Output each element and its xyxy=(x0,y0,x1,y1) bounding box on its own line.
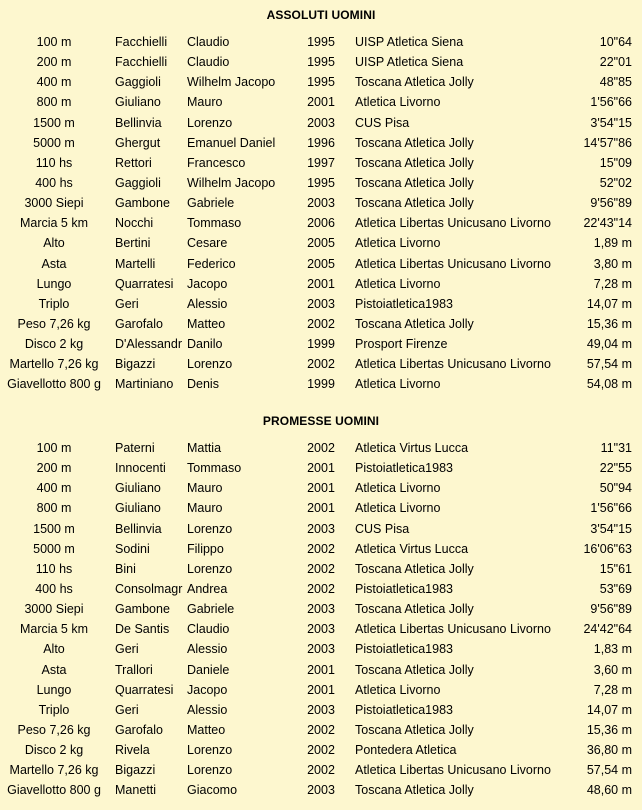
year-cell: 2001 xyxy=(307,461,335,476)
surname-cell: Martiniano xyxy=(115,377,174,392)
event-cell: Lungo xyxy=(36,682,72,697)
club-cell: Pistoiatletica1983 xyxy=(355,296,453,311)
firstname-cell: Alessio xyxy=(187,702,228,717)
surname-cell: Giuliano xyxy=(115,95,161,110)
event-cell: 110 hs xyxy=(35,155,73,170)
performance-cell: 1'56"66 xyxy=(590,501,632,516)
year-cell: 1999 xyxy=(307,377,335,392)
club-cell: UISP Atletica Siena xyxy=(355,35,464,49)
club-cell: Atletica Livorno xyxy=(355,481,441,496)
record-row xyxy=(0,173,642,193)
surname-cell: Gaggioli xyxy=(115,175,161,190)
performance-cell: 52"02 xyxy=(599,175,632,190)
record-row xyxy=(0,498,642,518)
surname-cell: D'Alessandr xyxy=(115,337,182,352)
club-cell: Atletica Libertas Unicusano Livorno xyxy=(355,763,551,778)
firstname-cell: Claudio xyxy=(187,622,230,637)
surname-cell: Garofalo xyxy=(115,316,163,331)
club-cell: Toscana Atletica Jolly xyxy=(355,135,474,150)
event-cell: Marcia 5 km xyxy=(19,216,89,231)
year-cell: 1995 xyxy=(307,75,335,90)
record-row xyxy=(0,314,642,334)
club-cell: Toscana Atletica Jolly xyxy=(355,196,474,211)
event-cell: 5000 m xyxy=(33,135,75,150)
record-row xyxy=(0,740,642,760)
performance-cell: 57,54 m xyxy=(586,357,632,372)
club-cell: Pistoiatletica1983 xyxy=(355,642,453,657)
year-cell: 1999 xyxy=(307,337,335,352)
performance-cell: 9'56"89 xyxy=(590,196,632,211)
surname-cell: Consolmagr xyxy=(115,581,183,596)
firstname-cell: Lorenzo xyxy=(187,521,233,536)
firstname-cell: Lorenzo xyxy=(187,115,233,130)
event-cell: Martello 7,26 kg xyxy=(9,357,99,372)
performance-cell: 49,04 m xyxy=(586,337,632,352)
event-cell: Giavellotto 800 g xyxy=(7,377,101,392)
record-row xyxy=(0,458,642,478)
record-row xyxy=(0,72,642,92)
event-cell: Disco 2 kg xyxy=(24,743,84,758)
event-cell: 200 m xyxy=(36,461,72,476)
performance-cell: 3,60 m xyxy=(593,662,632,677)
club-cell: Atletica Livorno xyxy=(355,95,441,110)
firstname-cell: Wilhelm Jacopo xyxy=(187,75,276,90)
event-cell: Giavellotto 800 g xyxy=(7,783,101,798)
event-cell: Peso 7,26 kg xyxy=(17,316,91,331)
event-cell: 400 hs xyxy=(35,175,73,190)
surname-cell: Bellinvia xyxy=(115,115,162,130)
surname-cell: Innocenti xyxy=(115,461,166,476)
surname-cell: Giuliano xyxy=(115,501,161,516)
record-row xyxy=(0,438,642,458)
event-cell: 200 m xyxy=(36,55,72,70)
firstname-cell: Emanuel Daniel xyxy=(187,135,276,150)
firstname-cell: Lorenzo xyxy=(187,561,233,576)
club-cell: Pontedera Atletica xyxy=(355,743,457,758)
year-cell: 2002 xyxy=(307,722,335,737)
event-cell: Lungo xyxy=(36,276,72,291)
year-cell: 2001 xyxy=(307,95,335,110)
record-row xyxy=(0,599,642,619)
firstname-cell: Wilhelm Jacopo xyxy=(187,175,276,190)
performance-cell: 1'56"66 xyxy=(590,95,632,110)
section-title-assoluti: ASSOLUTI UOMINI xyxy=(266,8,376,22)
firstname-cell: Jacopo xyxy=(187,682,228,697)
surname-cell: Geri xyxy=(115,642,139,657)
record-row xyxy=(0,680,642,700)
record-row xyxy=(0,294,642,314)
club-cell: Toscana Atletica Jolly xyxy=(355,662,474,677)
club-cell: Toscana Atletica Jolly xyxy=(355,155,474,170)
club-cell: Atletica Libertas Unicusano Livorno xyxy=(355,622,551,637)
surname-cell: Martelli xyxy=(115,256,156,271)
event-cell: Asta xyxy=(41,256,67,271)
year-cell: 2001 xyxy=(307,481,335,496)
records-table-assoluti xyxy=(0,32,642,395)
club-cell: Toscana Atletica Jolly xyxy=(355,561,474,576)
performance-cell: 22'43"14 xyxy=(583,216,632,231)
club-cell: Atletica Livorno xyxy=(355,501,441,516)
club-cell: Pistoiatletica1983 xyxy=(355,702,453,717)
firstname-cell: Mauro xyxy=(187,95,223,110)
performance-cell: 36,80 m xyxy=(586,743,632,758)
performance-cell: 10"64 xyxy=(599,35,632,49)
year-cell: 2003 xyxy=(307,602,335,617)
club-cell: UISP Atletica Siena xyxy=(355,55,464,70)
event-cell: 5000 m xyxy=(33,541,75,556)
firstname-cell: Francesco xyxy=(187,155,246,170)
year-cell: 2002 xyxy=(307,581,335,596)
year-cell: 2001 xyxy=(307,276,335,291)
event-cell: 1500 m xyxy=(33,521,75,536)
event-cell: 110 hs xyxy=(35,561,73,576)
year-cell: 2001 xyxy=(307,662,335,677)
club-cell: Toscana Atletica Jolly xyxy=(355,316,474,331)
surname-cell: Rettori xyxy=(115,155,152,170)
event-cell: Alto xyxy=(43,642,65,657)
performance-cell: 1,89 m xyxy=(593,236,632,251)
club-cell: Toscana Atletica Jolly xyxy=(355,602,474,617)
record-row xyxy=(0,254,642,274)
year-cell: 2002 xyxy=(307,441,335,455)
surname-cell: Bini xyxy=(115,561,136,576)
record-row xyxy=(0,579,642,599)
event-cell: 800 m xyxy=(36,95,72,110)
record-row xyxy=(0,374,642,394)
surname-cell: Facchielli xyxy=(115,55,168,70)
club-cell: Atletica Livorno xyxy=(355,682,441,697)
firstname-cell: Gabriele xyxy=(187,196,235,211)
record-row xyxy=(0,133,642,153)
record-row xyxy=(0,700,642,720)
firstname-cell: Mauro xyxy=(187,481,223,496)
firstname-cell: Alessio xyxy=(187,642,228,657)
club-cell: Toscana Atletica Jolly xyxy=(355,783,474,798)
performance-cell: 3,80 m xyxy=(593,256,632,271)
club-cell: Toscana Atletica Jolly xyxy=(355,722,474,737)
surname-cell: Facchielli xyxy=(115,35,168,49)
club-cell: Atletica Virtus Lucca xyxy=(355,541,469,556)
surname-cell: Paterni xyxy=(115,441,155,455)
record-row xyxy=(0,760,642,780)
club-cell: Toscana Atletica Jolly xyxy=(355,75,474,90)
firstname-cell: Federico xyxy=(187,256,236,271)
club-cell: Atletica Libertas Unicusano Livorno xyxy=(355,216,551,231)
surname-cell: Giuliano xyxy=(115,481,161,496)
event-cell: Marcia 5 km xyxy=(19,622,89,637)
record-row xyxy=(0,354,642,374)
surname-cell: Gambone xyxy=(115,602,170,617)
surname-cell: Gambone xyxy=(115,196,170,211)
records-table-promesse xyxy=(0,438,642,801)
firstname-cell: Cesare xyxy=(187,236,228,251)
firstname-cell: Mauro xyxy=(187,501,223,516)
year-cell: 2002 xyxy=(307,316,335,331)
performance-cell: 50"94 xyxy=(599,481,632,496)
firstname-cell: Mattia xyxy=(187,441,222,455)
surname-cell: Geri xyxy=(115,702,139,717)
firstname-cell: Claudio xyxy=(187,35,230,49)
record-row xyxy=(0,92,642,112)
club-cell: Atletica Virtus Lucca xyxy=(355,441,469,455)
year-cell: 2001 xyxy=(307,501,335,516)
firstname-cell: Gabriele xyxy=(187,602,235,617)
event-cell: 400 m xyxy=(36,481,72,496)
year-cell: 2002 xyxy=(307,743,335,758)
surname-cell: Quarratesi xyxy=(115,276,174,291)
firstname-cell: Filippo xyxy=(187,541,224,556)
performance-cell: 15"09 xyxy=(599,155,632,170)
record-row xyxy=(0,780,642,800)
surname-cell: Sodini xyxy=(115,541,150,556)
club-cell: CUS Pisa xyxy=(355,115,410,130)
record-row xyxy=(0,153,642,173)
performance-cell: 15,36 m xyxy=(586,316,632,331)
year-cell: 2002 xyxy=(307,763,335,778)
firstname-cell: Matteo xyxy=(187,722,226,737)
year-cell: 2002 xyxy=(307,541,335,556)
performance-cell: 54,08 m xyxy=(586,377,632,392)
firstname-cell: Lorenzo xyxy=(187,743,233,758)
year-cell: 2003 xyxy=(307,521,335,536)
event-cell: Disco 2 kg xyxy=(24,337,84,352)
record-row xyxy=(0,193,642,213)
club-cell: Atletica Livorno xyxy=(355,377,441,392)
record-row xyxy=(0,334,642,354)
club-cell: Atletica Livorno xyxy=(355,236,441,251)
performance-cell: 14'57"86 xyxy=(583,135,632,150)
record-row xyxy=(0,660,642,680)
club-cell: Prosport Firenze xyxy=(355,337,448,352)
performance-cell: 7,28 m xyxy=(593,682,632,697)
year-cell: 2003 xyxy=(307,296,335,311)
record-row xyxy=(0,213,642,233)
section-title-promesse: PROMESSE UOMINI xyxy=(262,414,380,428)
firstname-cell: Tommaso xyxy=(187,216,242,231)
surname-cell: Ghergut xyxy=(115,135,161,150)
event-cell: 1500 m xyxy=(33,115,75,130)
event-cell: Alto xyxy=(43,236,65,251)
year-cell: 2006 xyxy=(307,216,335,231)
surname-cell: Geri xyxy=(115,296,139,311)
surname-cell: Bellinvia xyxy=(115,521,162,536)
event-cell: Triplo xyxy=(38,296,70,311)
record-row xyxy=(0,274,642,294)
record-row xyxy=(0,32,642,52)
surname-cell: Nocchi xyxy=(115,216,154,231)
surname-cell: Quarratesi xyxy=(115,682,174,697)
performance-cell: 48"85 xyxy=(599,75,632,90)
performance-cell: 11"31 xyxy=(600,441,632,455)
year-cell: 2003 xyxy=(307,702,335,717)
surname-cell: Gaggioli xyxy=(115,75,161,90)
performance-cell: 15"61 xyxy=(599,561,632,576)
event-cell: 800 m xyxy=(36,501,72,516)
record-row xyxy=(0,233,642,253)
record-row xyxy=(0,720,642,740)
performance-cell: 57,54 m xyxy=(586,763,632,778)
year-cell: 2003 xyxy=(307,196,335,211)
performance-cell: 53"69 xyxy=(599,581,632,596)
surname-cell: Bigazzi xyxy=(115,763,156,778)
performance-cell: 14,07 m xyxy=(586,702,632,717)
event-cell: 400 hs xyxy=(35,581,73,596)
event-cell: 3000 Siepi xyxy=(24,602,84,617)
club-cell: Pistoiatletica1983 xyxy=(355,581,453,596)
firstname-cell: Tommaso xyxy=(187,461,242,476)
firstname-cell: Giacomo xyxy=(187,783,238,798)
club-cell: Atletica Livorno xyxy=(355,276,441,291)
year-cell: 2002 xyxy=(307,357,335,372)
year-cell: 1995 xyxy=(307,35,335,49)
year-cell: 2005 xyxy=(307,256,335,271)
performance-cell: 9'56"89 xyxy=(590,602,632,617)
year-cell: 2003 xyxy=(307,115,335,130)
event-cell: Triplo xyxy=(38,702,70,717)
event-cell: Asta xyxy=(41,662,67,677)
year-cell: 2001 xyxy=(307,682,335,697)
firstname-cell: Matteo xyxy=(187,316,226,331)
club-cell: Pistoiatletica1983 xyxy=(355,461,453,476)
performance-cell: 22"55 xyxy=(599,461,632,476)
surname-cell: Garofalo xyxy=(115,722,163,737)
firstname-cell: Claudio xyxy=(187,55,230,70)
performance-cell: 7,28 m xyxy=(593,276,632,291)
performance-cell: 22"01 xyxy=(599,55,632,70)
event-cell: Martello 7,26 kg xyxy=(9,763,99,778)
year-cell: 1996 xyxy=(307,135,335,150)
record-row xyxy=(0,619,642,639)
year-cell: 2003 xyxy=(307,642,335,657)
performance-cell: 16'06"63 xyxy=(583,541,632,556)
surname-cell: Manetti xyxy=(115,783,156,798)
club-cell: CUS Pisa xyxy=(355,521,410,536)
performance-cell: 1,83 m xyxy=(593,642,632,657)
performance-cell: 48,60 m xyxy=(586,783,632,798)
record-row xyxy=(0,519,642,539)
record-row xyxy=(0,639,642,659)
year-cell: 2003 xyxy=(307,783,335,798)
firstname-cell: Jacopo xyxy=(187,276,228,291)
performance-cell: 24'42"64 xyxy=(583,622,632,637)
year-cell: 2005 xyxy=(307,236,335,251)
firstname-cell: Lorenzo xyxy=(187,763,233,778)
record-row xyxy=(0,52,642,72)
performance-cell: 3'54"15 xyxy=(590,115,632,130)
year-cell: 2002 xyxy=(307,561,335,576)
surname-cell: Bigazzi xyxy=(115,357,156,372)
year-cell: 1997 xyxy=(307,155,335,170)
performance-cell: 15,36 m xyxy=(586,722,632,737)
club-cell: Atletica Libertas Unicusano Livorno xyxy=(355,256,551,271)
performance-cell: 3'54"15 xyxy=(590,521,632,536)
firstname-cell: Daniele xyxy=(187,662,230,677)
firstname-cell: Denis xyxy=(187,377,219,392)
record-row xyxy=(0,539,642,559)
event-cell: 400 m xyxy=(36,75,72,90)
surname-cell: Trallori xyxy=(115,662,153,677)
event-cell: 3000 Siepi xyxy=(24,196,84,211)
year-cell: 2003 xyxy=(307,622,335,637)
year-cell: 1995 xyxy=(307,175,335,190)
club-cell: Atletica Libertas Unicusano Livorno xyxy=(355,357,551,372)
surname-cell: De Santis xyxy=(115,622,170,637)
record-row xyxy=(0,559,642,579)
firstname-cell: Andrea xyxy=(187,581,228,596)
record-row xyxy=(0,478,642,498)
year-cell: 1995 xyxy=(307,55,335,70)
surname-cell: Bertini xyxy=(115,236,151,251)
record-row xyxy=(0,113,642,133)
firstname-cell: Alessio xyxy=(187,296,228,311)
firstname-cell: Danilo xyxy=(187,337,223,352)
firstname-cell: Lorenzo xyxy=(187,357,233,372)
event-cell: Peso 7,26 kg xyxy=(17,722,91,737)
event-cell: 100 m xyxy=(36,35,72,49)
club-cell: Toscana Atletica Jolly xyxy=(355,175,474,190)
surname-cell: Rivela xyxy=(115,743,150,758)
performance-cell: 14,07 m xyxy=(586,296,632,311)
event-cell: 100 m xyxy=(36,441,72,455)
